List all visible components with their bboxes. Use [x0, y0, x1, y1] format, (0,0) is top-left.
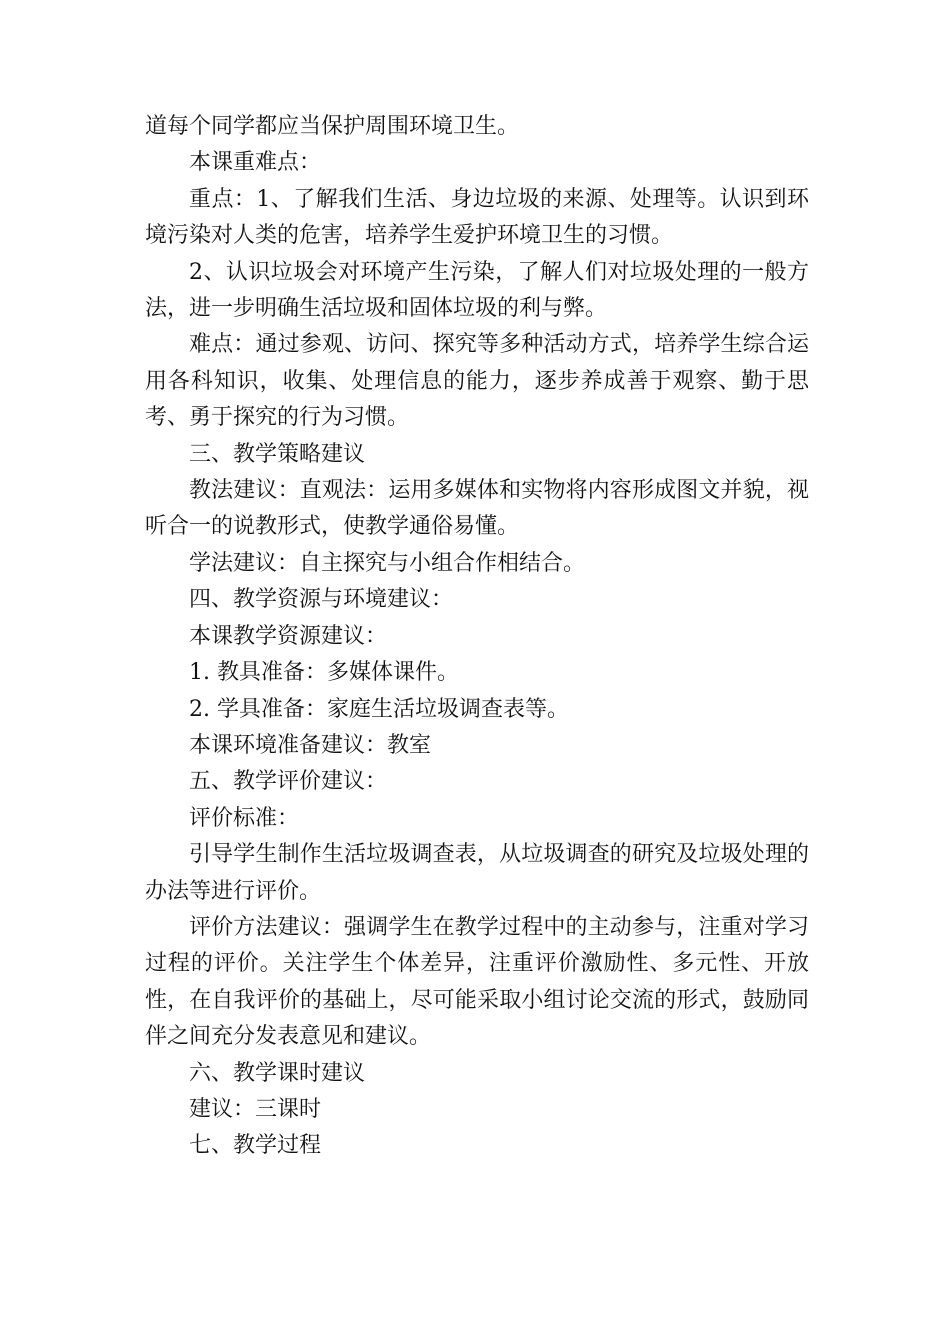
- paragraph-environment: 本课环境准备建议：教室: [189, 732, 432, 758]
- section-heading-resources: 四、教学资源与环境建议：: [189, 587, 454, 613]
- paragraph-key-point-2: 2、认识垃圾会对环境产生污染，了解人们对垃圾处理的一般方法，进一步明确生活垃圾和固体垃圾的利与弊。: [145, 259, 809, 322]
- paragraph-class-hours: 建议：三课时: [189, 1096, 322, 1122]
- section-heading-class-hours: 六、教学课时建议: [189, 1060, 366, 1086]
- section-heading-strategy: 三、教学策略建议: [189, 441, 366, 467]
- document-body: [145, 109, 809, 1165]
- paragraph-key-points-heading: 本课重难点：: [189, 150, 322, 176]
- section-heading-evaluation: 五、教学评价建议：: [189, 769, 388, 795]
- paragraph-criteria: 引导学生制作生活垃圾调查表，从垃圾调查的研究及垃圾处理的办法等进行评价。: [145, 842, 809, 904]
- paragraph-resource-heading: 本课教学资源建议：: [189, 623, 388, 649]
- list-item-learning-aids: 2. 学具准备：家庭生活垃圾调查表等。: [189, 696, 569, 722]
- paragraph-teaching-method: 教法建议：直观法：运用多媒体和实物将内容形成图文并貌，视听合一的说教形式，使教学通俗易懂。: [145, 478, 809, 540]
- paragraph-learning-method: 学法建议：自主探究与小组合作相结合。: [189, 550, 586, 576]
- section-heading-process: 七、教学过程: [189, 1133, 322, 1159]
- paragraph-difficulty: 难点：通过参观、访问、探究等多种活动方式，培养学生综合运用各科知识，收集、处理信息的能力，逐步养成善于观察、勤于思考、勇于探究的行为习惯。: [145, 332, 809, 431]
- paragraph-criteria-heading: 评价标准：: [189, 805, 300, 831]
- paragraph-key-point-1: 重点：1、了解我们生活、身边垃圾的来源、处理等。认识到环境污染对人类的危害，培养学生爱护环境卫生的习惯。: [145, 186, 809, 249]
- list-item-teaching-aids: 1. 教具准备：多媒体课件。: [189, 660, 459, 686]
- paragraph-evaluation-method: 评价方法建议：强调学生在教学过程中的主动参与，注重对学习过程的评价。关注学生个体差异，注重评价激励性、多元性、开放性，在自我评价的基础上，尽可能采取小组讨论交流的形式，鼓励同伴之间充分发表意见和建议。: [145, 914, 809, 1050]
- paragraph-continuation: 道每个同学都应当保护周围环境卫生。: [145, 114, 520, 139]
